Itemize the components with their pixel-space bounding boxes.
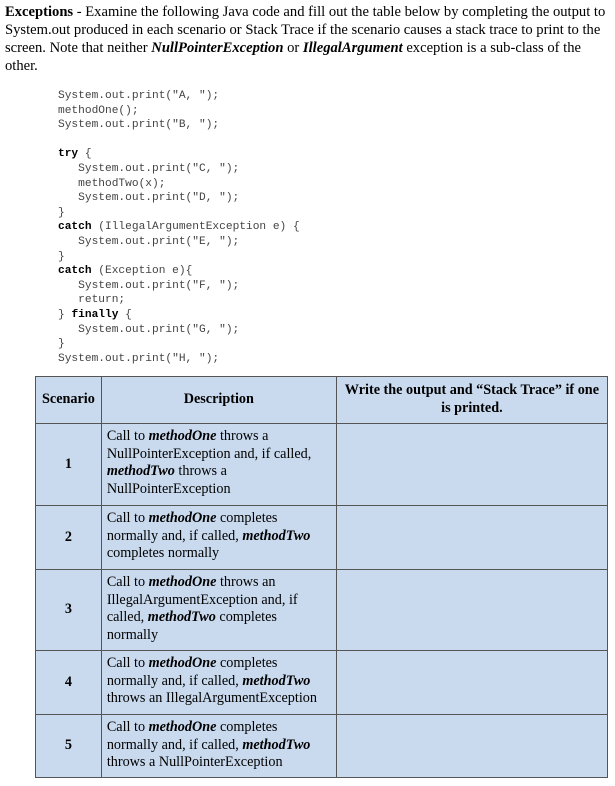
table-row [36,651,608,715]
output-answer-cell[interactable] [336,424,607,506]
code-line: System.out.print("H, "); [58,352,220,365]
description-text: Call to [106,510,149,526]
scenario-table [35,376,608,778]
intro-exception-1: NullPointerException [151,40,284,56]
code-line: } finally { [58,308,132,321]
scenario-description [101,651,336,715]
code-line: System.out.print("A, "); [58,90,220,102]
description-text: Call to [106,574,149,590]
table-row [36,424,608,506]
description-text: Call to [106,428,149,444]
method-name: methodOne [148,719,217,735]
table-row [36,506,608,570]
code-line: catch (IllegalArgumentException e) { [58,221,300,234]
header-output: Write the output and “Stack Trace” if one is printed. [336,377,607,424]
java-code-block [58,89,300,366]
code-line: } [58,206,65,219]
scenario-number: 3 [36,570,102,651]
output-answer-cell[interactable] [336,570,607,651]
description-text: Call to [106,655,149,671]
scenario-description [101,715,336,778]
code-keyword: finally [71,308,119,321]
method-name: methodTwo [242,736,311,753]
header-description: Description [101,377,336,424]
code-line: methodOne(); [58,104,139,117]
code-keyword: try [58,148,79,161]
table-row [36,715,608,778]
method-name: methodOne [148,655,217,671]
method-name: methodTwo [242,527,311,544]
code-line: try { [58,148,92,161]
code-keyword: catch [58,221,92,234]
description-text: completes normally and, if called, [106,719,278,753]
scenario-number: 1 [36,424,102,506]
scenario-description [101,506,336,570]
description-text: throws an IllegalArgumentException and, if called, [106,574,298,626]
code-line: System.out.print("G, "); [58,323,240,336]
intro-title: Exceptions [5,4,74,20]
description-text: throws an IllegalArgumentException [106,690,317,707]
table-row [36,570,608,651]
output-answer-cell[interactable] [336,715,607,778]
description-text: throws a NullPointerException [106,754,283,771]
intro-text-after: exception is a sub-class of the other. [5,40,581,74]
code-line: methodTwo(x); [58,177,166,190]
scenario-description [101,424,336,506]
code-line: System.out.print("D, "); [58,192,240,205]
intro-text-mid: or [283,40,303,56]
description-text: completes normally [106,545,220,562]
code-line: catch (Exception e){ [58,265,193,278]
intro-text-before: - Examine the following Java code and fill out the table below by completing the output to System.out produced in each scenario or Stack Trace if the scenario causes a stack trace to print to the screen. Note that neither [5,4,606,56]
intro-paragraph [5,3,609,75]
description-text: throws a NullPointerException [106,463,231,497]
scenario-number: 4 [36,651,102,715]
scenario-description [101,570,336,651]
scenario-number: 2 [36,506,102,570]
method-name: methodOne [148,574,217,590]
method-name: methodOne [148,510,217,526]
code-line: System.out.print("F, "); [58,279,240,292]
output-answer-cell[interactable] [336,651,607,715]
code-line: return; [58,294,126,307]
description-text: Call to [106,719,149,735]
description-text: completes normally and, if called, [106,655,278,689]
scenario-number: 5 [36,715,102,778]
method-name: methodTwo [242,672,311,689]
code-line: System.out.print("B, "); [58,119,220,132]
header-scenario: Scenario [36,377,102,424]
description-text: throws a NullPointerException and, if called, [106,428,312,462]
code-keyword: catch [58,265,92,278]
table-header-row [36,377,608,424]
description-text: completes normally and, if called, [106,510,278,544]
code-line: } [58,250,65,263]
method-name: methodTwo [106,463,175,480]
code-line: System.out.print("E, "); [58,235,240,248]
method-name: methodOne [148,428,217,444]
description-text: completes normally [106,609,277,643]
intro-exception-2: IllegalArgument [302,40,403,56]
output-answer-cell[interactable] [336,506,607,570]
code-line: } [58,338,65,351]
code-line: System.out.print("C, "); [58,162,240,175]
table-body [36,424,608,778]
method-name: methodTwo [147,609,216,626]
code-line [58,133,300,148]
